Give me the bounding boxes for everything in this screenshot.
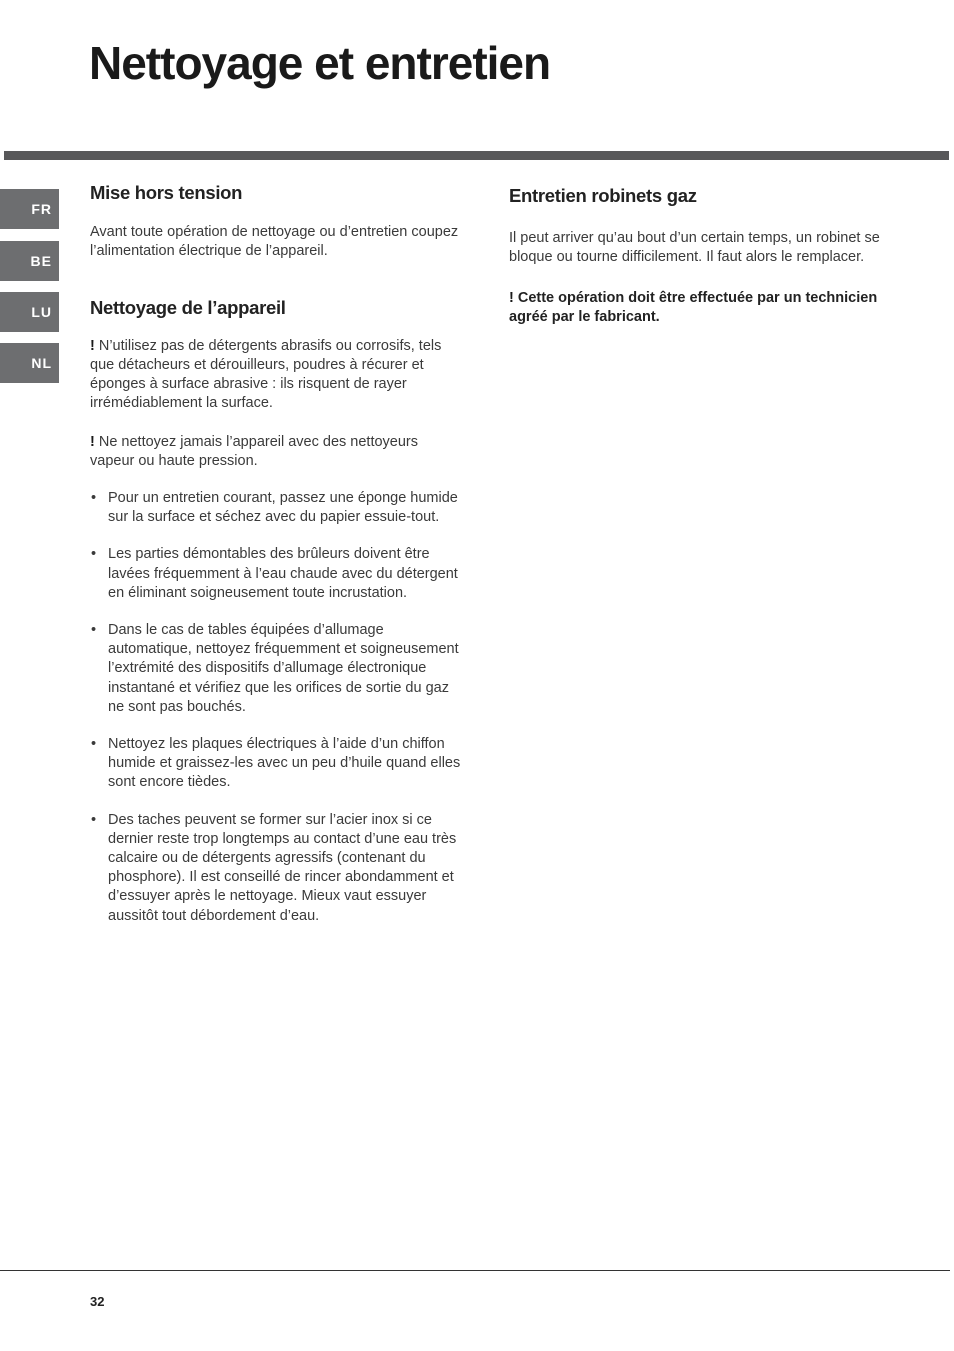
warning-paragraph	[90, 337, 466, 414]
warning-icon: !	[90, 433, 95, 450]
right-column	[509, 186, 885, 327]
left-column	[90, 183, 466, 926]
language-tab-fr: FR	[0, 189, 59, 229]
power-off-text: Avant toute opération de nettoyage ou d’entretien coupez l’alimentation électrique de l’appareil.	[90, 224, 459, 260]
warning-icon: !	[509, 289, 514, 306]
warning-paragraph	[90, 433, 466, 471]
language-tab-nl: NL	[0, 343, 59, 383]
warning-icon: !	[90, 337, 95, 354]
section-heading-gas-taps: Entretien robinets gaz	[509, 185, 697, 206]
gas-taps-warning	[509, 289, 885, 327]
footer-divider	[0, 1270, 950, 1271]
gas-taps-warning-text: Cette opération doit être effectuée par un technicien agréé par le fabricant.	[509, 289, 878, 325]
list-item: • Dans le cas de tables équipées d’allumage automatique, nettoyez fréquemment et soigneusement l’extrémité des dispositifs d’allumage électronique instantané et vérifiez que les orifices de sortie du gaz ne sont pas bouchés.	[90, 621, 466, 717]
warning-text: N’utilisez pas de détergents abrasifs ou corrosifs, tels que détacheurs et dérouilleurs, poudres à récurer et éponges à surface abrasive : ils risquent de rayer irrémédiablement la surface.	[90, 337, 442, 412]
list-item: • Nettoyez les plaques électriques à l’aide d’un chiffon humide et graissez-les avec un peu d’huile quand elles sont encore tièdes.	[90, 735, 466, 793]
page-title: Nettoyage et entretien	[89, 37, 551, 89]
language-tab-lu: LU	[0, 292, 59, 332]
section-heading-cleaning: Nettoyage de l’appareil	[90, 296, 286, 318]
cleaning-instructions-list	[90, 489, 466, 926]
warning-text: Ne nettoyez jamais l’appareil avec des nettoyeurs vapeur ou haute pression.	[90, 433, 419, 469]
gas-taps-text: Il peut arriver qu’au bout d’un certain temps, un robinet se bloque ou tourne difficilement. Il faut alors le remplacer.	[509, 230, 880, 266]
title-divider	[4, 151, 949, 160]
list-item: • Des taches peuvent se former sur l’acier inox si ce dernier reste trop longtemps au contact d’une eau très calcaire ou de détergents agressifs (contenant du phosphore). Il est conseillé de rincer abondamment et d’essuyer après le nettoyage. Mieux vaut essuyer aussitôt tout débordement d’eau.	[90, 811, 466, 926]
section-heading-power-off: Mise hors tension	[90, 182, 243, 203]
list-item: • Pour un entretien courant, passez une éponge humide sur la surface et séchez avec du papier essuie-tout.	[90, 489, 466, 527]
page-number: 32	[90, 1294, 105, 1309]
list-item: • Les parties démontables des brûleurs doivent être lavées fréquemment à l’eau chaude avec du détergent en éliminant soigneusement toute incrustation.	[90, 545, 466, 603]
language-tab-be: BE	[0, 241, 59, 281]
